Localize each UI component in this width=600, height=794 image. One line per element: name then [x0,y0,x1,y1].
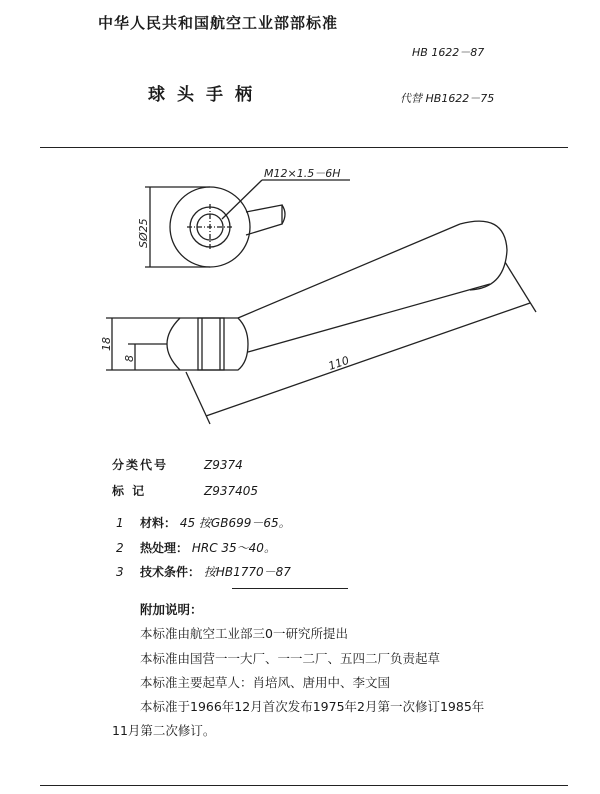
classification-label: 分类代号 [112,458,169,472]
marking-value: Z937405 [204,484,259,498]
requirement-number: 3 [116,565,124,579]
notes-line: 11月第二次修订。 [112,723,216,738]
requirement-number: 2 [116,541,124,555]
notes-line: 本标准由航空工业部三0一研究所提出 [140,626,348,641]
top-divider [40,147,568,148]
requirement-label: 技术条件： [140,565,201,579]
replaces-standard: 代替 HB1622－75 [400,92,495,105]
thread-callout: M12×1.5－6H [264,167,341,180]
classification-row [112,456,243,473]
length-dim-110: 110 [326,353,351,373]
notes-line: 本标准主要起草人：肖培风、唐用中、李文国 [140,675,391,690]
requirement-item [116,539,276,556]
side-view-arm-top [238,224,460,318]
bottom-divider [40,785,568,786]
height-dim-18: 18 [100,337,113,351]
requirement-item [116,514,291,531]
requirement-value: 按HB1770－87 [203,565,291,579]
requirement-label: 热处理： [140,541,189,555]
requirement-value: HRC 35～40。 [191,541,276,555]
top-view-arm [246,205,282,235]
side-view-arm-end [460,221,507,290]
side-view-arm-bottom [248,284,490,352]
requirement-value: 45 按GB699－65。 [179,516,291,530]
marking-row [112,482,258,499]
marking-label: 标 记 [112,484,147,498]
requirement-label: 材料： [140,516,177,530]
notes-title: 附加说明： [140,602,203,617]
requirement-item [116,563,291,580]
height-dim-8: 8 [123,355,136,362]
issuing-authority: 中华人民共和国航空工业部部标准 [98,14,339,32]
classification-value: Z9374 [204,458,243,472]
ball-diameter-dim: SØ25 [137,218,150,248]
notes-line: 本标准于1966年12月首次发布1975年2月第一次修订1985年 [140,699,485,714]
notes-line: 本标准由国营一一大厂、一一二厂、五四二厂负责起草 [140,651,441,666]
standard-number: HB 1622－87 [412,46,485,59]
handle-drawing [0,150,600,440]
section-divider [232,588,348,589]
side-view-ball [167,318,248,370]
page-title: 球头手柄 [148,85,264,105]
requirement-number: 1 [116,516,124,530]
